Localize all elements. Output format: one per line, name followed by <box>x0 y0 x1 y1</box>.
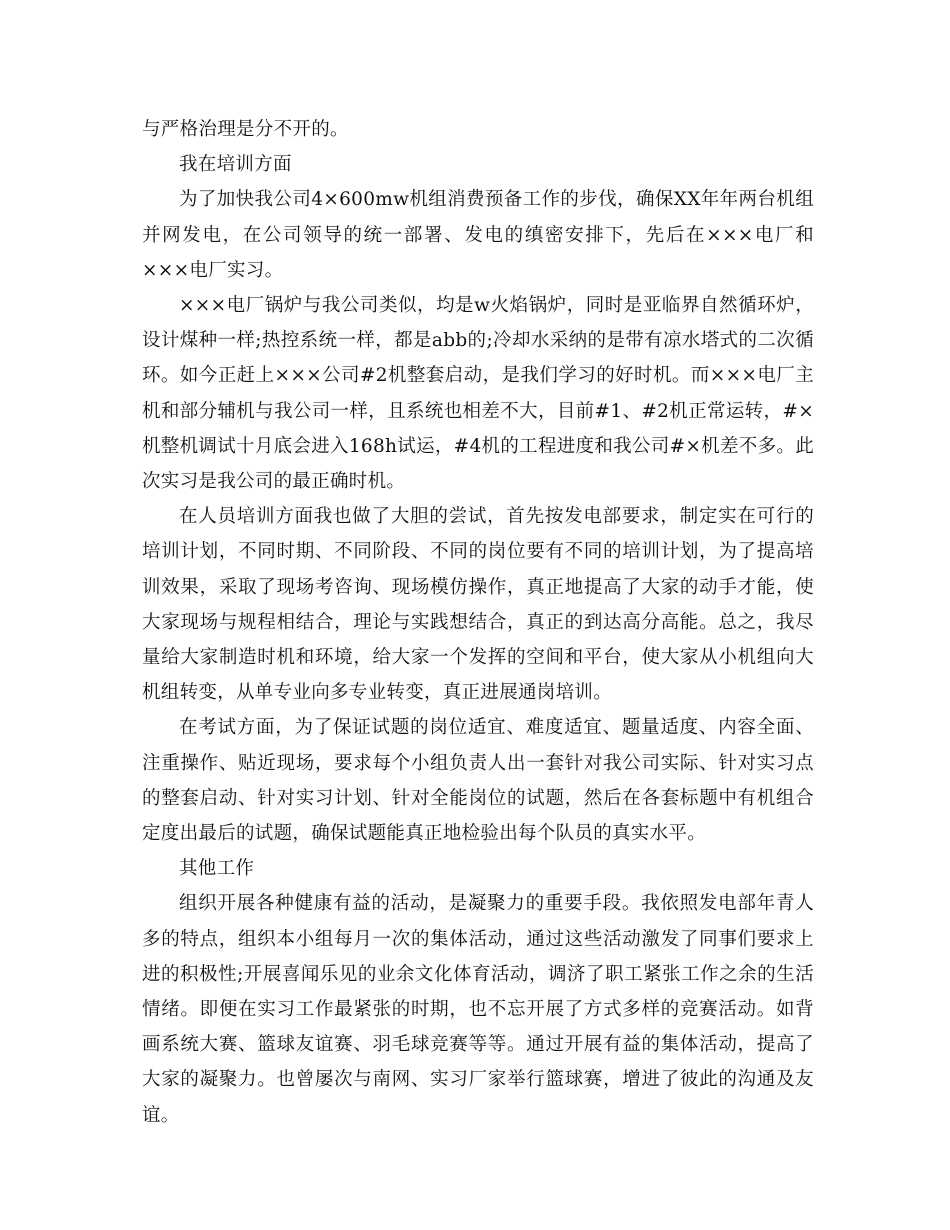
paragraph-exams: 在考试方面，为了保证试题的岗位适宜、难度适宜、题量适度、内容全面、注重操作、贴近现场，要求每个小组负责人出一套针对我公司实际、针对实习点的整套启动、针对实习计划、针对全能岗位的试题，然后在各套标题中有机组合定度出最后的试题，确保试题能真正地检验出每个队员的真实水平。 <box>142 717 814 845</box>
section-heading-other-work: 其他工作 <box>179 858 255 880</box>
paragraph-activities: 组织开展各种健康有益的活动，是凝聚力的重要手段。我依照发电部年青人多的特点，组织本小组每月一次的集体活动，通过这些活动激发了同事们要求上进的积极性;开展喜闻乐见的业余文化体育活动，调济了职工紧张工作之余的生活情绪。即便在实习工作最紧张的时期，也不忘开展了方式多样的竞赛活动。如背画系统大赛、篮球友谊赛、羽毛球竞赛等等。通过开展有益的集体活动，提高了大家的凝聚力。也曾屡次与南网、实习厂家举行篮球赛，增进了彼此的沟通及友谊。 <box>142 893 814 1126</box>
paragraph-plant-comparison: ×××电厂锅炉与我公司类似，均是w火焰锅炉，同时是亚临界自然循环炉，设计煤种一样;热控系统一样，都是abb的;冷却水采纳的是带有凉水塔式的二次循环。如今正赶上×××公司#2机整套启动，是我们学习的好时机。而×××电厂主机和部分辅机与我公司一样，且系统也相差不大，目前#1、#2机正常运转，#×机整机调试十月底会进入168h试运，#4机的工程进度和我公司#×机差不多。此次实习是我公司的最正确时机。 <box>142 295 814 493</box>
paragraph-intro-tail: 与严格治理是分不开的。 <box>142 119 349 140</box>
document-page <box>142 112 814 1133</box>
paragraph-internship: 为了加快我公司4×600mw机组消费预备工作的步伐，确保XX年年两台机组并网发电，在公司领导的统一部署、发电的缜密安排下，先后在×××电厂和×××电厂实习。 <box>142 189 814 281</box>
paragraph-staff-training: 在人员培训方面我也做了大胆的尝试，首先按发电部要求，制定实在可行的培训计划，不同时期、不同阶段、不同的岗位要有不同的培训计划，为了提高培训效果，采取了现场考咨询、现场模仿操作，真正地提高了大家的动手才能，使大家现场与规程相结合，理论与实践想结合，真正的到达高分高能。总之，我尽量给大家制造时机和环境，给大家一个发挥的空间和平台，使大家从小机组向大机组转变，从单专业向多专业转变，真正进展通岗培训。 <box>142 506 814 704</box>
section-heading-training: 我在培训方面 <box>179 154 292 176</box>
